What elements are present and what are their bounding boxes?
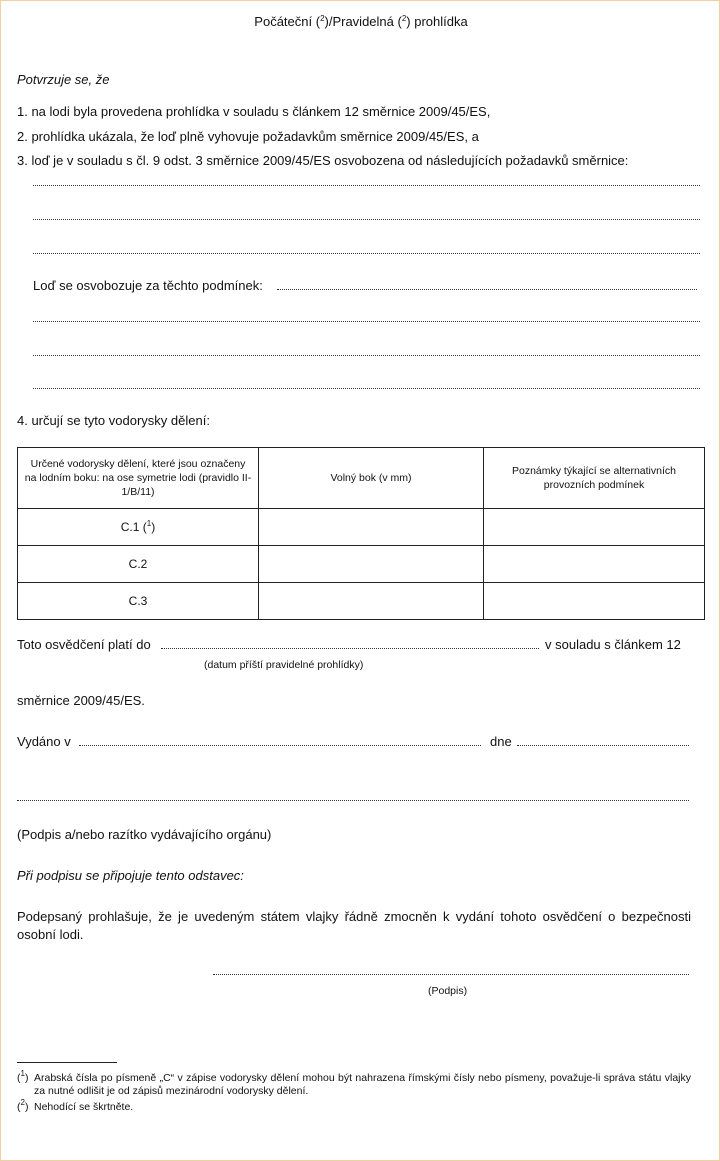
validity-date-caption: (datum příští pravidelné prohlídky) — [204, 659, 364, 671]
exemption-line-2[interactable] — [33, 219, 700, 220]
table-header-row — [18, 448, 705, 509]
table-header-cell: Volný bok (v mm) — [259, 448, 484, 509]
signature-line[interactable] — [213, 974, 689, 975]
table-header-cell: Určené vodorysky dělení, které jsou označeny na lodním boku: na ose symetrie lodi (pravidlo II-1/B/11) — [18, 448, 259, 509]
table-cell-label: C.3 — [18, 583, 259, 620]
exemption-line-1[interactable] — [33, 185, 700, 186]
issued-place-line[interactable] — [79, 745, 481, 746]
table-cell-freeboard[interactable] — [259, 546, 484, 583]
table-row — [18, 583, 705, 620]
issued-date-label: dne — [490, 734, 512, 749]
table-cell-label: C.1 ($^1$) — [18, 509, 259, 546]
table-cell-freeboard[interactable] — [259, 509, 484, 546]
footnote-2: ($^2$) Nehodící se škrtněte. — [17, 1098, 134, 1113]
list-item: 3. loď je v souladu s čl. 9 odst. 3 směrnice 2009/45/ES osvobozena od následujících požadavků směrnice: — [17, 153, 629, 168]
list-item: 4. určují se tyto vodoryskу dělení: — [17, 413, 210, 428]
list-item: 2. prohlídka ukázala, že loď plně vyhovuje požadavkům směrnice 2009/45/ES, a — [17, 129, 479, 144]
stamp-line[interactable] — [17, 800, 689, 801]
table-header-cell: Poznámky týkající se alternativních provozních podmínek — [484, 448, 705, 509]
table-row — [18, 509, 705, 546]
table-cell-label: C.2 — [18, 546, 259, 583]
table-cell-freeboard[interactable] — [259, 583, 484, 620]
validity-date-line[interactable] — [161, 648, 539, 649]
list-item: 1. na lodi byla provedena prohlídka v souladu s článkem 12 směrnice 2009/45/ES, — [17, 104, 491, 119]
issued-date-line[interactable] — [517, 745, 689, 746]
waterline-table — [17, 447, 705, 620]
table-cell-notes[interactable] — [484, 509, 705, 546]
validity-suffix: v souladu s článkem 12 — [545, 637, 681, 652]
conditions-line-4[interactable] — [33, 388, 700, 389]
intro-text: Potvrzuje se, že — [17, 72, 110, 87]
signing-note: Při podpisu se připojuje tento odstavec: — [17, 868, 244, 883]
conditions-label: Loď se osvobozuje za těchto podmínek: — [33, 278, 263, 293]
conditions-line-2[interactable] — [33, 321, 700, 322]
footnote-1: ($^1$) Arabská čísla po písmenĕ „C“ v zápise vodorysky dělení mohou být nahrazena římskými čísly nebo písmeny, považuje-li správa státu vlajky za nutné odlišit je od zápisů mezinárodní vodorysky dělení. — [17, 1069, 691, 1097]
issued-place-label: Vydáno v — [17, 734, 71, 749]
signature-caption: (Podpis) — [428, 985, 468, 997]
exemption-line-3[interactable] — [33, 253, 700, 254]
table-row — [18, 546, 705, 583]
page-title: Počáteční ($^2$)/Pravidelná ($^2$) prohlídka — [254, 14, 468, 29]
footnote-divider — [17, 1062, 117, 1063]
conditions-line-1[interactable] — [277, 289, 697, 290]
table-cell-notes[interactable] — [484, 546, 705, 583]
conditions-line-3[interactable] — [33, 355, 700, 356]
stamp-caption: (Podpis a/nebo razítko vydávajícího orgánu) — [17, 827, 272, 842]
validity-continuation: směrnice 2009/45/ES. — [17, 693, 145, 708]
table-cell-notes[interactable] — [484, 583, 705, 620]
validity-label: Toto osvědčení platí do — [17, 637, 151, 652]
declaration-text: Podepsaný prohlašuje, že je uvedeným státem vlajky řádně zmocněn k vydání tohoto osvědčení o bezpečnosti osobní lodi. — [17, 909, 691, 942]
